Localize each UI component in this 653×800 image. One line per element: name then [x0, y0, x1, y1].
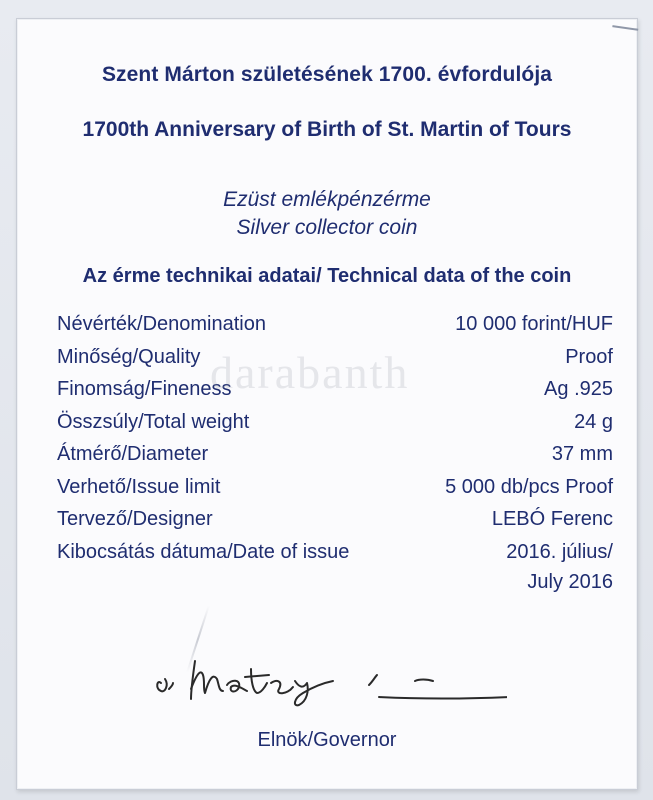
spec-value: 37 mm [551, 443, 613, 465]
spec-value: 10 000 forint/HUF [455, 313, 613, 335]
subtitle-english: Silver collector coin [236, 216, 418, 239]
watermark: darabanth [210, 347, 410, 398]
signer-title: Elnök/Governor [257, 729, 397, 751]
technical-data-heading: Az érme technikai adatai/ Technical data of the coin [82, 265, 572, 287]
title-english: 1700th Anniversary of Birth of St. Martin of Tours [82, 118, 572, 141]
spec-value: Proof [565, 345, 613, 368]
spec-row-date-of-issue [57, 539, 613, 593]
spec-label: Kibocsátás dátuma/Date of issue [57, 540, 350, 563]
spec-value: 2016. július/ [506, 540, 613, 563]
title-hungarian: Szent Márton születésének 1700. évfordulója [101, 63, 553, 86]
spec-row-denomination [57, 311, 613, 344]
spec-row-quality [57, 344, 613, 377]
spec-value: 5 000 db/pcs Proof [445, 475, 613, 498]
spec-label: Átmérő/Diameter [57, 443, 209, 465]
spec-value: Ag .925 [544, 378, 613, 400]
spec-value-continued: July 2016 [527, 570, 613, 593]
spec-value: 24 g [574, 410, 613, 433]
spec-value: LEBÓ Ferenc [491, 508, 613, 530]
spec-row-diameter [57, 441, 613, 474]
spec-label: Finomság/Fineness [57, 378, 232, 400]
spec-row-total-weight [57, 409, 613, 442]
governor-signature [147, 639, 507, 709]
subtitle-hungarian: Ezüst emlékpénzérme [223, 188, 431, 211]
spec-row-designer [57, 506, 613, 539]
technical-data-table [57, 311, 613, 593]
spec-label: Összsúly/Total weight [57, 410, 250, 433]
spec-row-issue-limit [57, 474, 613, 507]
spec-label: Névérték/Denomination [57, 313, 266, 335]
certificate-card [16, 18, 638, 790]
spec-label: Verhető/Issue limit [57, 475, 221, 498]
corner-mark [612, 15, 639, 31]
spec-label: Tervező/Designer [57, 508, 213, 530]
spec-row-fineness [57, 376, 613, 409]
spec-label: Minőség/Quality [57, 345, 201, 368]
